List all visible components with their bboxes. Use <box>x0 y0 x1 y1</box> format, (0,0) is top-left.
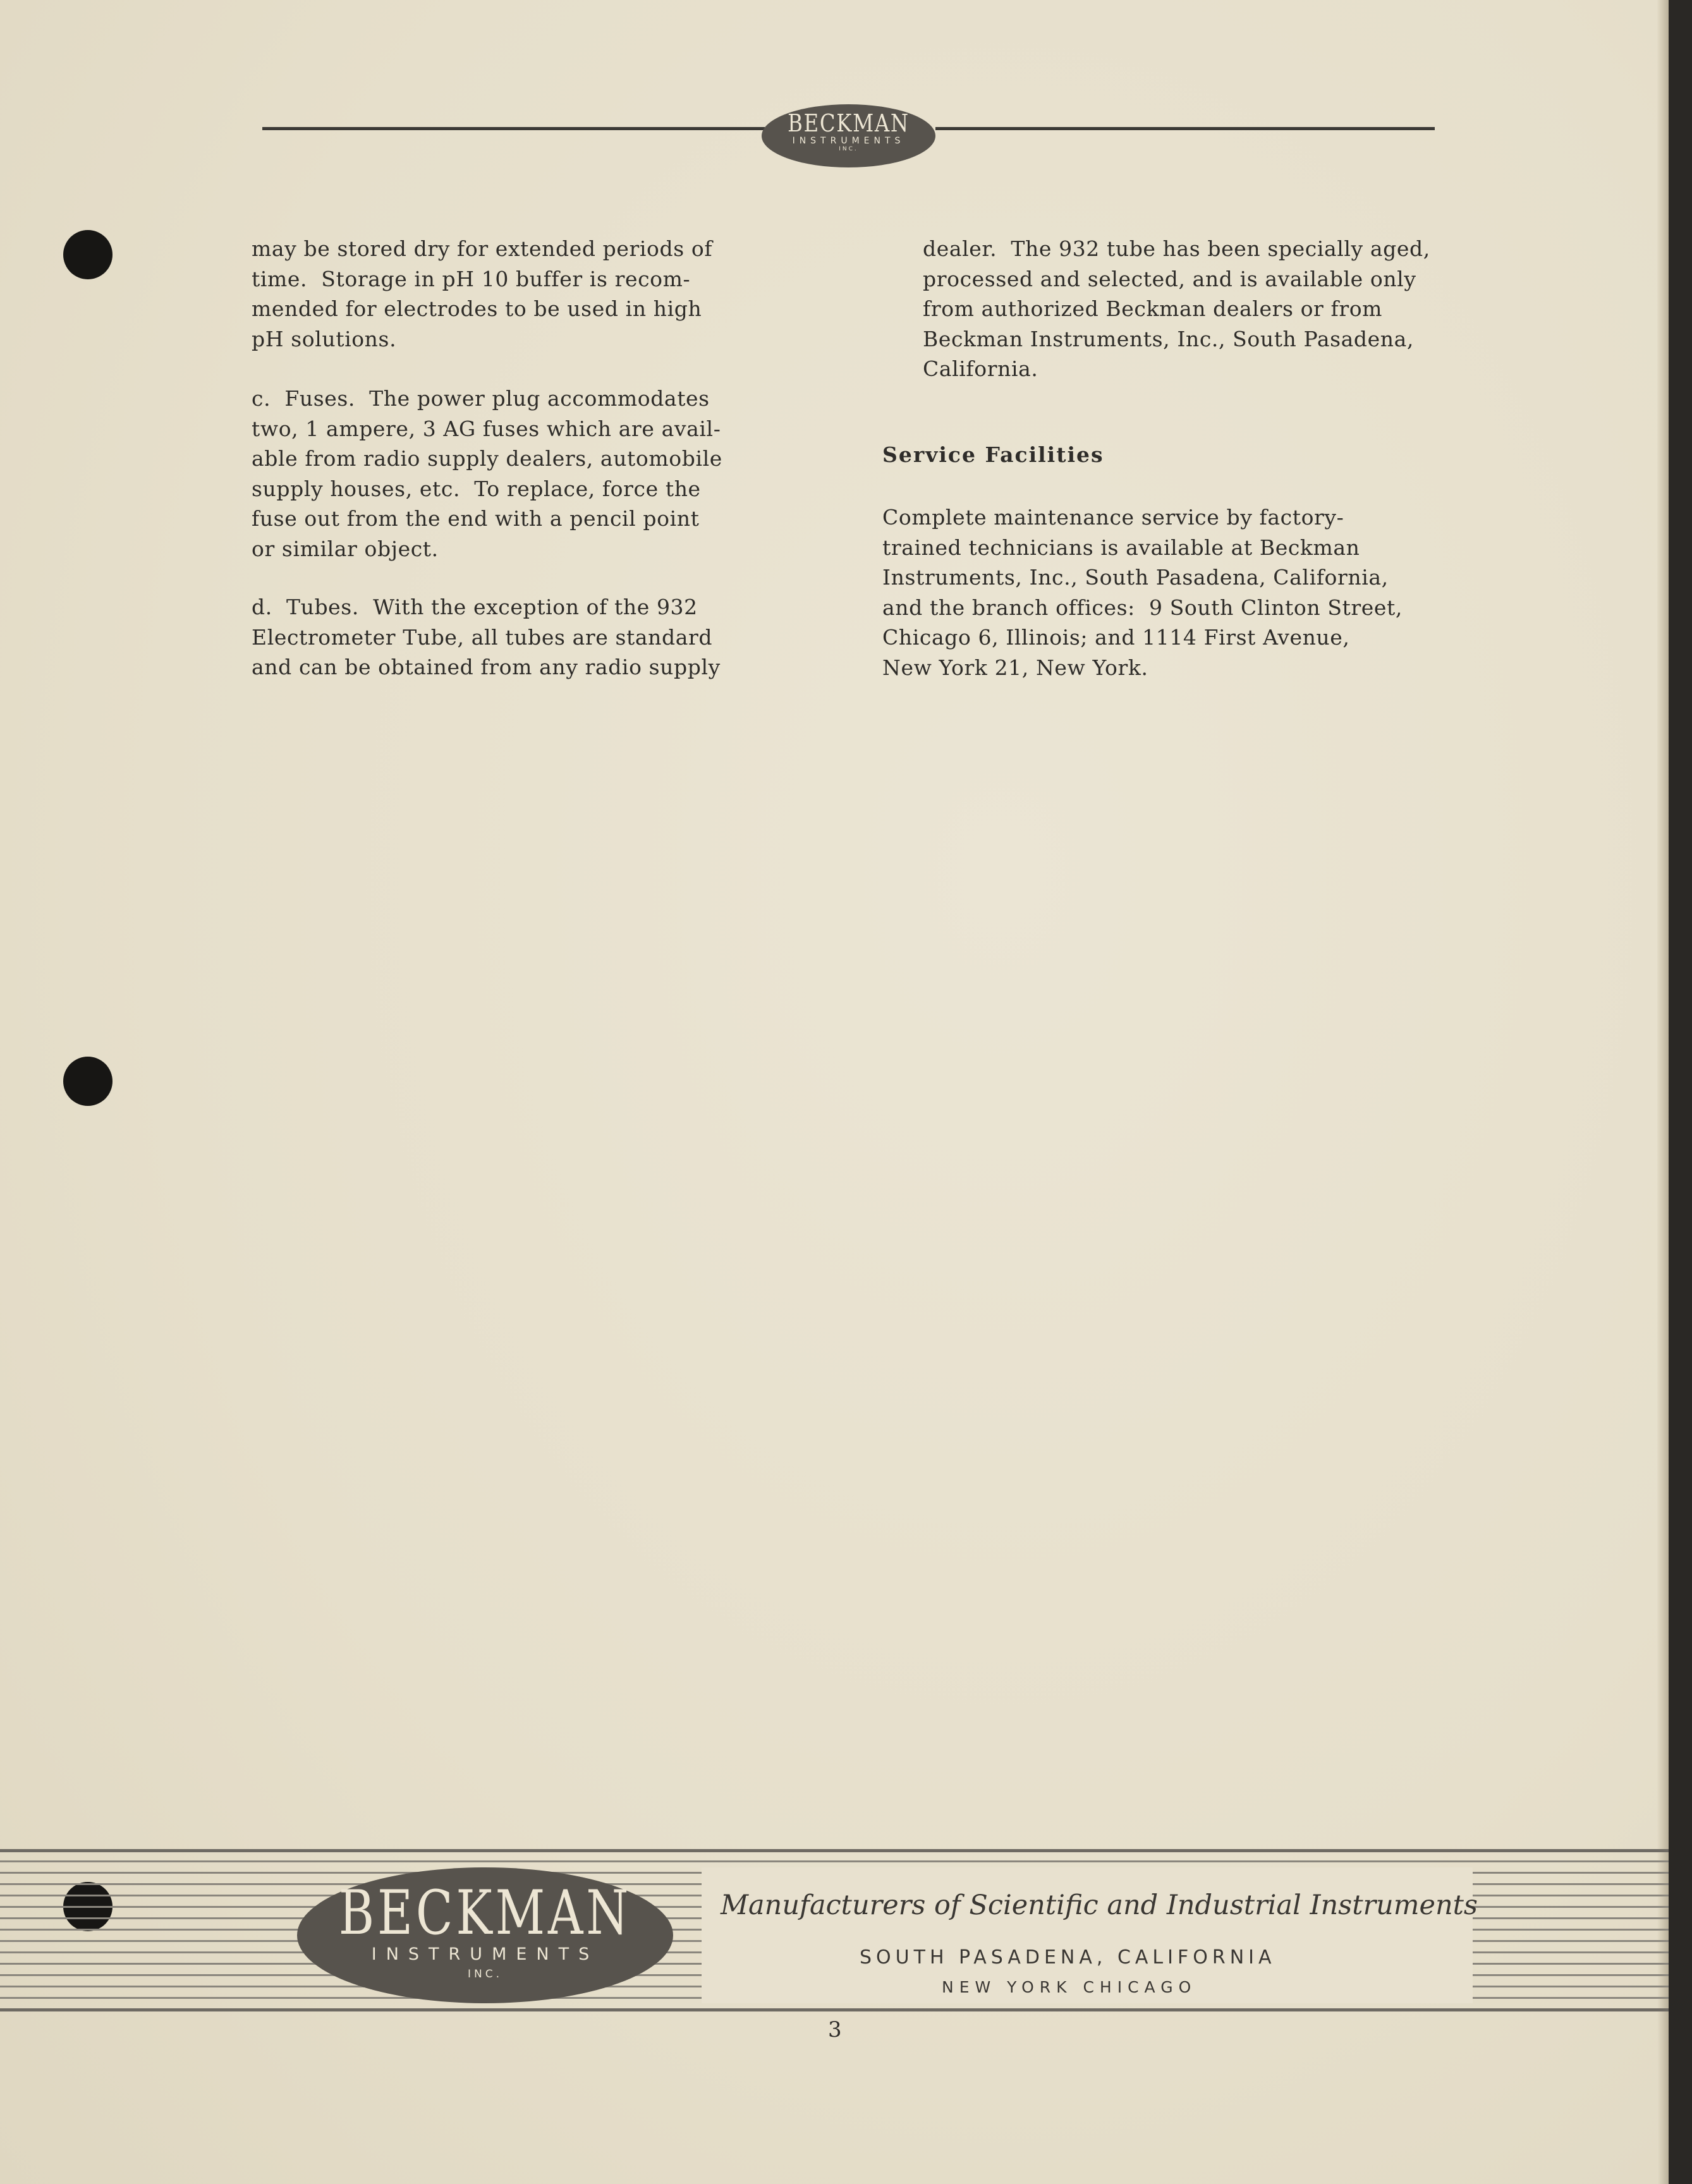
header-logo-sub: INSTRUMENTS <box>792 136 905 146</box>
header-logo-inc: INC. <box>839 146 858 152</box>
footer-city: SOUTH PASADENA, CALIFORNIA <box>860 1946 1276 1969</box>
header-logo <box>762 104 935 167</box>
footer-logo-word: BECKMAN <box>338 1878 632 1948</box>
section-heading: Service Facilities <box>882 442 1104 467</box>
header-rule <box>262 127 765 130</box>
binder-hole <box>63 1057 113 1106</box>
right-paragraph-service: Complete maintenance service by factory- trained technicians is available at Beckman Instruments, Inc., South Pasadena, California, and the branch offices: 9 South Clinton Street, Chicago 6, Illinois; and 1114 First Avenue, New York 21, New York. <box>882 505 1403 680</box>
footer-stripe <box>0 2008 1669 2011</box>
binder-hole <box>63 230 113 279</box>
right-paragraph-dealer: dealer. The 932 tube has been specially aged, processed and selected, and is available only from authorized Beckman dealers or from Beckman Instruments, Inc., South Pasadena, California. <box>923 236 1430 381</box>
footer-tagline: Manufacturers of Scientific and Industrial Instruments <box>721 1890 1478 1921</box>
header-logo-word: BECKMAN <box>788 109 910 137</box>
left-paragraph-tubes: d. Tubes. With the exception of the 932 Electrometer Tube, all tubes are standard and can be obtained from any radio supply <box>252 595 721 679</box>
left-paragraph-storage: may be stored dry for extended periods of time. Storage in pH 10 buffer is recom- mended for electrodes to be used in high pH solutions. <box>252 236 713 351</box>
footer-logo-inc: INC. <box>467 1968 502 1981</box>
page-edge <box>1657 0 1669 2184</box>
footer-logo <box>297 1867 673 2003</box>
page-number: 3 <box>828 2017 842 2042</box>
left-paragraph-fuses: c. Fuses. The power plug accommodates two, 1 ampere, 3 AG fuses which are avail- able from radio supply dealers, automobile supply houses, etc. To replace, force the fuse out from the end with a pencil point or similar object. <box>252 386 722 561</box>
footer-branch-cities: NEW YORK CHICAGO <box>942 1978 1197 1996</box>
header-rule <box>935 127 1435 130</box>
footer-stripe <box>0 1849 1669 1852</box>
footer-stripe <box>0 1860 1669 1862</box>
footer-logo-sub: INSTRUMENTS <box>371 1944 599 1964</box>
